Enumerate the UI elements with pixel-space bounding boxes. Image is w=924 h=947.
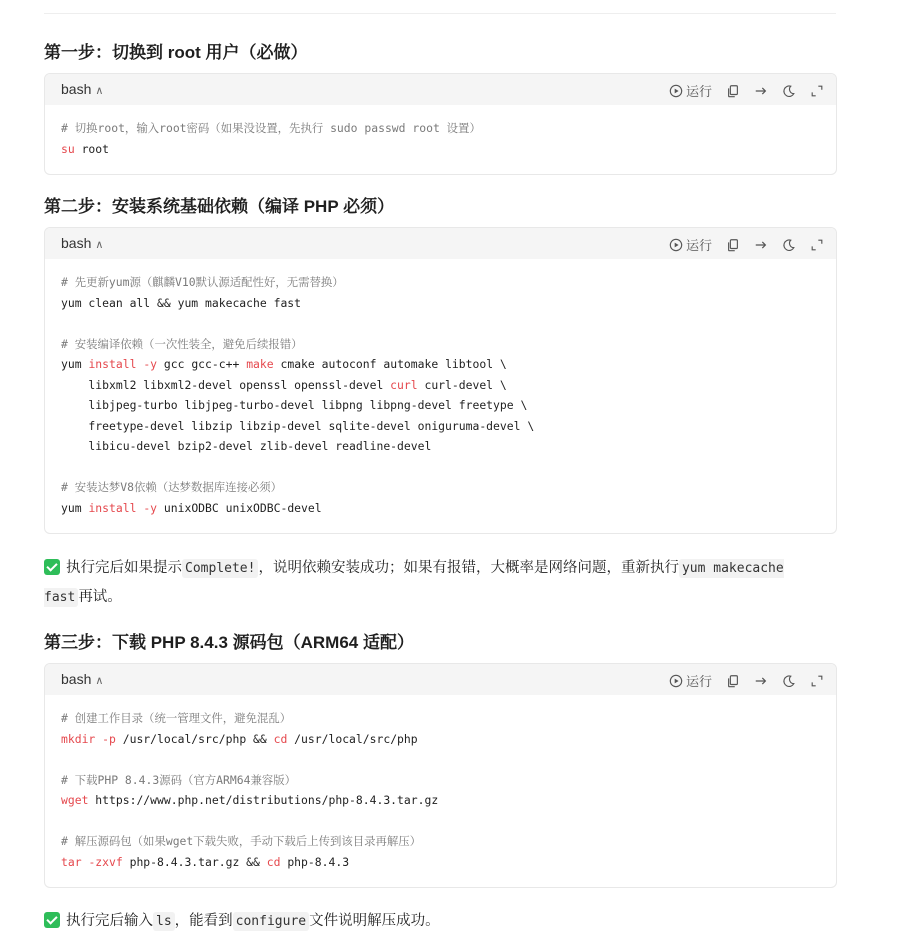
language-label: bash	[61, 235, 92, 251]
code-text: /usr/local/src/php &&	[115, 731, 274, 746]
code-text: php-8.4.3.tar.gz &&	[122, 854, 267, 869]
note-text: ，能看到	[174, 913, 233, 929]
theme-button[interactable]	[782, 674, 796, 688]
code-keyword: -y	[143, 500, 158, 515]
top-divider	[44, 13, 836, 14]
code-line	[61, 729, 820, 750]
chevron-up-icon: ∧	[95, 675, 104, 687]
code-block-header	[45, 664, 836, 695]
code-line	[61, 395, 820, 416]
code-keyword: su	[61, 141, 75, 156]
code-block-header	[45, 228, 836, 259]
language-toggle[interactable]	[61, 81, 103, 97]
theme-button[interactable]	[782, 84, 796, 98]
expand-button[interactable]	[810, 84, 824, 98]
play-circle-icon	[669, 674, 683, 688]
note-step2	[44, 554, 804, 612]
code-text: /usr/local/src/php	[287, 731, 418, 746]
expand-icon	[810, 674, 824, 688]
code-comment: # 安装编译依赖（一次性装全，避免后续报错）	[61, 336, 303, 351]
code-line	[61, 790, 820, 811]
code-text: libicu-devel bzip2-devel zlib-devel readline-devel	[61, 439, 432, 453]
code-line	[61, 831, 820, 852]
copy-button[interactable]	[726, 238, 740, 252]
code-line	[61, 354, 820, 375]
code-keyword: cd	[266, 854, 281, 869]
note-step3	[44, 907, 804, 936]
code-text: freetype-devel libzip libzip-devel sqlite-devel oniguruma-devel \	[61, 418, 535, 433]
code-line	[61, 811, 820, 832]
code-toolbar	[655, 671, 824, 690]
language-label: bash	[61, 671, 92, 687]
theme-moon-icon	[782, 674, 796, 688]
code-keyword: curl	[390, 377, 418, 392]
language-toggle[interactable]	[61, 671, 103, 687]
code-line	[61, 313, 820, 334]
inline-code: Complete!	[182, 559, 258, 578]
code-toolbar	[655, 235, 824, 254]
code-keyword: install	[88, 357, 137, 371]
code-comment: # 下载PHP 8.4.3源码（官方ARM64兼容版）	[61, 772, 297, 787]
code-comment: # 安装达梦V8依赖（达梦数据库连接必须）	[61, 480, 283, 494]
code-text: yum	[61, 500, 89, 515]
note-text: 文件说明解压成功。	[309, 913, 440, 929]
inline-code: ls	[153, 912, 175, 931]
code-line	[61, 375, 820, 396]
code-text: php-8.4.3	[280, 854, 350, 869]
code-keyword: -zxvf	[88, 854, 123, 869]
check-icon	[44, 912, 60, 928]
code-keyword: cd	[273, 731, 288, 746]
code-line	[61, 334, 820, 355]
chevron-up-icon: ∧	[95, 85, 104, 97]
theme-button[interactable]	[782, 238, 796, 252]
run-label: 运行	[685, 84, 712, 99]
code-text: yum	[61, 357, 89, 371]
step2-heading: 第二步：安装系统基础依赖（编译 PHP 必须）	[44, 197, 395, 216]
copy-button[interactable]	[726, 674, 740, 688]
code-line	[61, 457, 820, 478]
language-label: bash	[61, 81, 92, 97]
code-text: yum clean all && yum makecache fast	[61, 295, 302, 310]
code-block-step2	[44, 227, 837, 534]
expand-button[interactable]	[810, 238, 824, 252]
code-toolbar	[655, 81, 824, 100]
run-label: 运行	[685, 238, 712, 253]
code-block-step3	[44, 663, 837, 888]
code-line	[61, 272, 820, 293]
copy-icon	[726, 674, 740, 688]
code-comment: # 先更新yum源（麒麟V10默认源适配性好，无需替换）	[61, 275, 344, 289]
code-line	[61, 416, 820, 437]
code-line	[61, 498, 820, 519]
code-comment: # 解压源码包（如果wget下载失败，手动下载后上传到该目录再解压）	[61, 834, 422, 848]
chevron-up-icon: ∧	[95, 239, 104, 251]
code-text: root	[74, 141, 110, 156]
code-text: gcc gcc-c++	[157, 357, 247, 371]
code-line	[61, 293, 820, 314]
code-text: libxml2 libxml2-devel openssl openssl-devel	[61, 377, 391, 392]
expand-icon	[810, 238, 824, 252]
code-line	[61, 477, 820, 498]
run-button[interactable]	[669, 81, 712, 100]
language-toggle[interactable]	[61, 235, 103, 251]
code-keyword: install	[88, 500, 137, 515]
note-text: 执行完后如果提示	[66, 560, 182, 576]
check-icon	[44, 559, 60, 575]
note-text: 再试。	[78, 589, 122, 605]
run-button[interactable]	[669, 671, 712, 690]
code-line	[61, 708, 820, 729]
run-button[interactable]	[669, 235, 712, 254]
wrap-arrow-icon	[754, 238, 768, 252]
wrap-button[interactable]	[754, 674, 768, 688]
code-line	[61, 118, 820, 139]
code-text: unixODBC unixODBC-devel	[157, 500, 322, 515]
theme-moon-icon	[782, 238, 796, 252]
code-line	[61, 852, 820, 873]
code-keyword: -p	[102, 731, 116, 746]
inline-code: yum makecache fast	[44, 561, 784, 605]
note-text: ，说明依赖安装成功；如果有报错，大概率是网络问题，重新执行	[258, 560, 679, 576]
code-block-step1	[44, 73, 837, 175]
step3-heading: 第三步：下载 PHP 8.4.3 源码包（ARM64 适配）	[44, 633, 414, 652]
expand-icon	[810, 84, 824, 98]
code-text: cmake autoconf automake libtool \	[273, 357, 507, 371]
wrap-arrow-icon	[754, 674, 768, 688]
code-keyword: make	[246, 357, 274, 371]
code-line	[61, 139, 820, 160]
inline-code: configure	[233, 912, 309, 931]
copy-icon	[726, 84, 740, 98]
code-block-header	[45, 74, 836, 105]
wrap-arrow-icon	[754, 84, 768, 98]
code-body	[45, 105, 836, 171]
code-line	[61, 436, 820, 457]
code-line	[61, 749, 820, 770]
code-keyword: tar	[61, 854, 82, 869]
code-comment: # 创建工作目录（统一管理文件，避免混乱）	[61, 711, 292, 725]
expand-button[interactable]	[810, 674, 824, 688]
code-body	[45, 259, 836, 530]
theme-moon-icon	[782, 84, 796, 98]
code-line	[61, 770, 820, 791]
play-circle-icon	[669, 238, 683, 252]
wrap-button[interactable]	[754, 84, 768, 98]
code-keyword: -y	[143, 357, 158, 371]
run-label: 运行	[685, 674, 712, 689]
wrap-button[interactable]	[754, 238, 768, 252]
code-text: curl-devel \	[417, 377, 507, 392]
code-text: https://www.php.net/distributions/php-8.4.3.tar.gz	[88, 793, 439, 807]
note-text: 执行完后输入	[66, 913, 153, 929]
code-keyword: mkdir	[61, 731, 96, 746]
code-text: libjpeg-turbo libjpeg-turbo-devel libpng libpng-devel freetype \	[61, 398, 528, 412]
step1-heading: 第一步：切换到 root 用户（必做）	[44, 43, 308, 62]
play-circle-icon	[669, 84, 683, 98]
code-comment: # 切换root，输入root密码（如果没设置，先执行 sudo passwd root 设置）	[61, 121, 481, 135]
copy-button[interactable]	[726, 84, 740, 98]
code-keyword: wget	[61, 793, 89, 807]
copy-icon	[726, 238, 740, 252]
code-body	[45, 695, 836, 884]
